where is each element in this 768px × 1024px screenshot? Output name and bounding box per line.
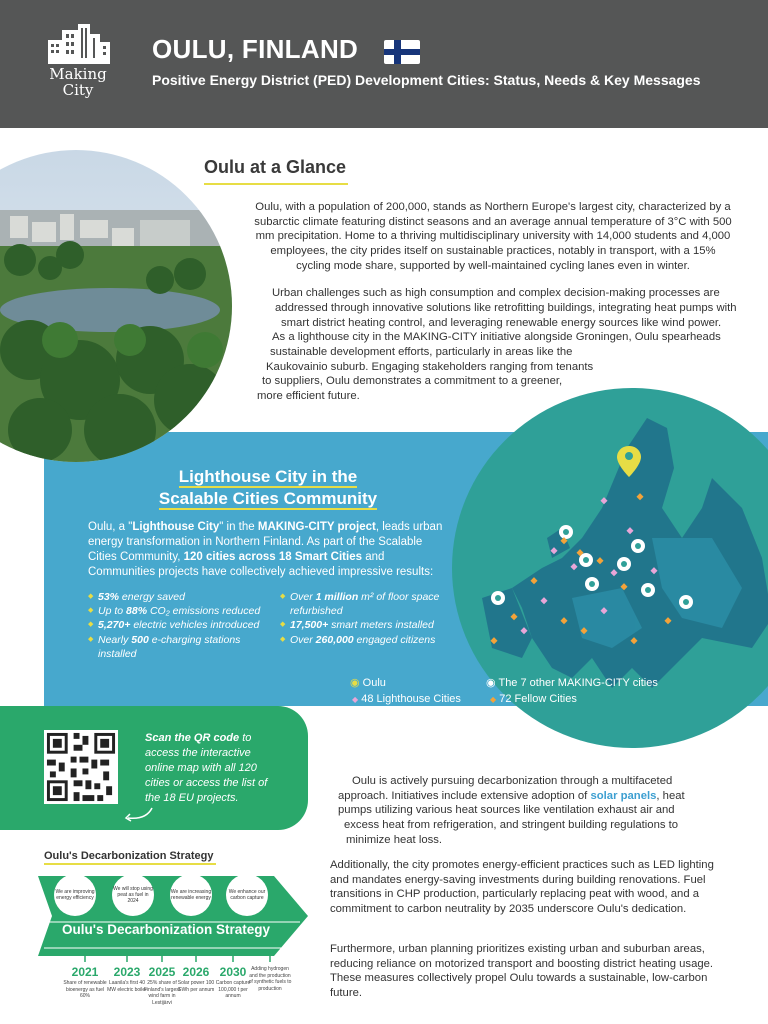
glance-heading: Oulu at a Glance xyxy=(204,157,347,177)
text: Oulu, a " xyxy=(88,521,133,533)
qr-instructions xyxy=(145,731,273,806)
text-line: Oulu, with a population of 200,000, stands as Northern Europe's largest city, characterized by a xyxy=(255,201,731,213)
city-buildings-icon xyxy=(38,22,118,66)
timeline-year: 2025 xyxy=(148,965,176,979)
glance-paragraph-1 xyxy=(233,200,753,274)
timeline-description: Carbon capture 100,000 t per annum xyxy=(215,980,251,999)
text-line: subarctic climate featuring distinct seasons and an average annual temperature of 3°C with 500 xyxy=(254,215,732,228)
stat-item: ◆ 17,500+ smart meters installed xyxy=(280,618,450,632)
white-pin-icon: ◉ xyxy=(486,677,496,689)
timeline-year: 2021 xyxy=(71,965,99,979)
text-line: As a lighthouse city in the MAKING-CITY initiative alongside Groningen, Oulu spearheads xyxy=(272,331,721,343)
decarb-paragraph-1 xyxy=(338,774,685,848)
strategy-banner: Oulu's Decarbonization Strategy xyxy=(62,922,270,937)
logo-wordmark xyxy=(38,66,118,98)
timeline-ticks xyxy=(60,950,280,964)
legend-lighthouse-cities xyxy=(352,693,461,705)
legend-label: Oulu xyxy=(362,677,386,689)
text-line: pumps utilizing various heat sources like ventilation exhaust air and xyxy=(338,804,675,817)
text-line: approach. Initiatives include extensive adoption of solar panels, heat xyxy=(338,789,685,802)
lighthouse-heading-line-1: Lighthouse City in the xyxy=(178,467,358,486)
timeline-description: Share of renewable bioenergy as fuel 60% xyxy=(63,980,107,999)
text-line: cycling mode share, supported by well-maintained cycling lanes even in winter. xyxy=(296,259,690,272)
strategy-bubble: We are improving energy efficiency xyxy=(54,874,96,916)
timeline-year: 2023 xyxy=(113,965,141,979)
legend-fellow-cities xyxy=(490,693,577,705)
stat-item: ◆ 5,270+ electric vehicles introduced xyxy=(88,618,268,632)
pink-diamond-icon: ◆ xyxy=(352,695,359,704)
making-city-logo xyxy=(38,22,118,108)
orange-diamond-icon: ◆ xyxy=(490,695,497,704)
stat-item: ◆ Nearly 500 e-charging stations installed xyxy=(88,633,268,661)
legend-label: 72 Fellow Cities xyxy=(499,693,577,705)
page-header xyxy=(0,0,768,128)
lighthouse-heading xyxy=(150,466,386,510)
lighthouse-heading-line-2: Scalable Cities Community xyxy=(158,489,378,508)
strategy-heading: Oulu's Decarbonization Strategy xyxy=(44,850,214,862)
stats-left xyxy=(88,590,268,661)
text-line: Oulu is actively pursuing decarbonization through a multifaceted xyxy=(352,775,673,787)
logo-line-2: City xyxy=(62,81,94,99)
text-line: smart district heating control, and leveraging renewable energy sources like wind power. xyxy=(281,317,722,329)
text: , leads urban energy transformation in Northern Finland. As part of the Scalable Cities Community, xyxy=(88,521,443,563)
timeline-description: Laanila's first 40 MW electric boiler xyxy=(107,980,147,993)
decarb-paragraph-3: Furthermore, urban planning prioritizes existing urban and suburban areas, reducing reliance on motorized transport and boosting district heating usage. These measures collectively propel Oulu towards a sustainable, low-carbon future. xyxy=(330,943,714,1000)
finland-flag-icon xyxy=(384,40,420,64)
logo-line-1: Making xyxy=(49,65,107,83)
text-line: Kaukovainio suburb. Engaging stakeholders ranging from tenants xyxy=(266,361,594,373)
qr-code-icon[interactable] xyxy=(44,730,118,804)
text: to access the interactive online map with all 120 cities or access the list of the 18 EU projects. xyxy=(145,732,268,804)
timeline-description: Solar power 100 GWh per annum xyxy=(177,980,215,993)
text-line: to suppliers, Oulu demonstrates a commitment to a greener, xyxy=(262,375,563,387)
stat-item: ◆ 53% energy saved xyxy=(88,590,268,604)
text-bold: Lighthouse City xyxy=(132,521,220,533)
strategy-bubble: We will stop using peat as fuel in 2024 xyxy=(112,874,154,916)
text-bold: 120 cities across 18 Smart Cities xyxy=(183,551,362,563)
strategy-bubble: We are increasing renewable energy xyxy=(170,874,212,916)
text: " in the xyxy=(219,521,258,533)
timeline-description: 25% share of Finland's largest wind farm in Lestijärvi xyxy=(143,980,181,1006)
stat-item: ◆ Up to 88% CO₂ emissions reduced xyxy=(88,604,268,618)
stat-item: ◆ Over 1 million m² of floor space refurbished xyxy=(280,590,450,618)
solar-panels-highlight: solar panels xyxy=(590,789,657,802)
text-line: sustainable development efforts, particularly in areas like the xyxy=(270,346,573,358)
curved-arrow-icon xyxy=(122,806,156,824)
text-line: excess heat from refrigeration, and stringent building regulations to xyxy=(344,819,679,832)
decarb-paragraph-2: Additionally, the city promotes energy-efficient practices such as LED lighting and mandates energy-saving investments during building renovations. Fuel transitions in CHP production, particularly replacing peat with wood, and a commitment to carbon neutrality by 2035 underscore Oulu's dedication. xyxy=(330,859,714,916)
legend-label: The 7 other MAKING-CITY cities xyxy=(498,677,658,689)
stats-right xyxy=(280,590,450,647)
timeline-year: 2026 xyxy=(182,965,210,979)
oulu-pin-icon: ◉ xyxy=(350,677,360,689)
text-line: employees, the city prides itself on sustainable practices, notably in transport, with a 15% xyxy=(270,245,716,258)
legend-other-cities xyxy=(486,676,658,689)
stat-item: ◆ Over 260,000 engaged citizens xyxy=(280,633,450,647)
text-line: more efficient future. xyxy=(257,390,360,402)
text-line: addressed through innovative solutions like retrofitting buildings, integrating heat pumps with xyxy=(275,302,737,314)
strategy-bubble: We enhance our carbon capture xyxy=(226,874,268,916)
page-subtitle: Positive Energy District (PED) Development Cities: Status, Needs & Key Messages xyxy=(152,72,701,88)
timeline-year: 2030 xyxy=(219,965,247,979)
timeline-description: Adding hydrogen and the production of synthetic fuels to production xyxy=(248,966,292,992)
strategy-heading-underline xyxy=(44,863,216,865)
text-bold: Scan the QR code xyxy=(145,732,240,744)
text-bold: MAKING-CITY project xyxy=(257,521,376,533)
page-title: OULU, FINLAND xyxy=(152,34,359,64)
text-line: minimize heat loss. xyxy=(346,833,443,846)
lighthouse-intro xyxy=(88,520,448,580)
legend-label: 48 Lighthouse Cities xyxy=(361,693,461,705)
legend-oulu xyxy=(350,676,386,689)
text-line: Urban challenges such as high consumption and complex decision-making processes are xyxy=(272,287,720,299)
text-line: mm precipitation. Home to a thriving multidisciplinary university with 14,000 students and 4,000 xyxy=(255,230,731,243)
text: and Communities projects have collectively achieved impressive results: xyxy=(88,551,434,578)
glance-heading-underline xyxy=(204,183,348,185)
oulu-aerial-photo xyxy=(0,150,232,462)
